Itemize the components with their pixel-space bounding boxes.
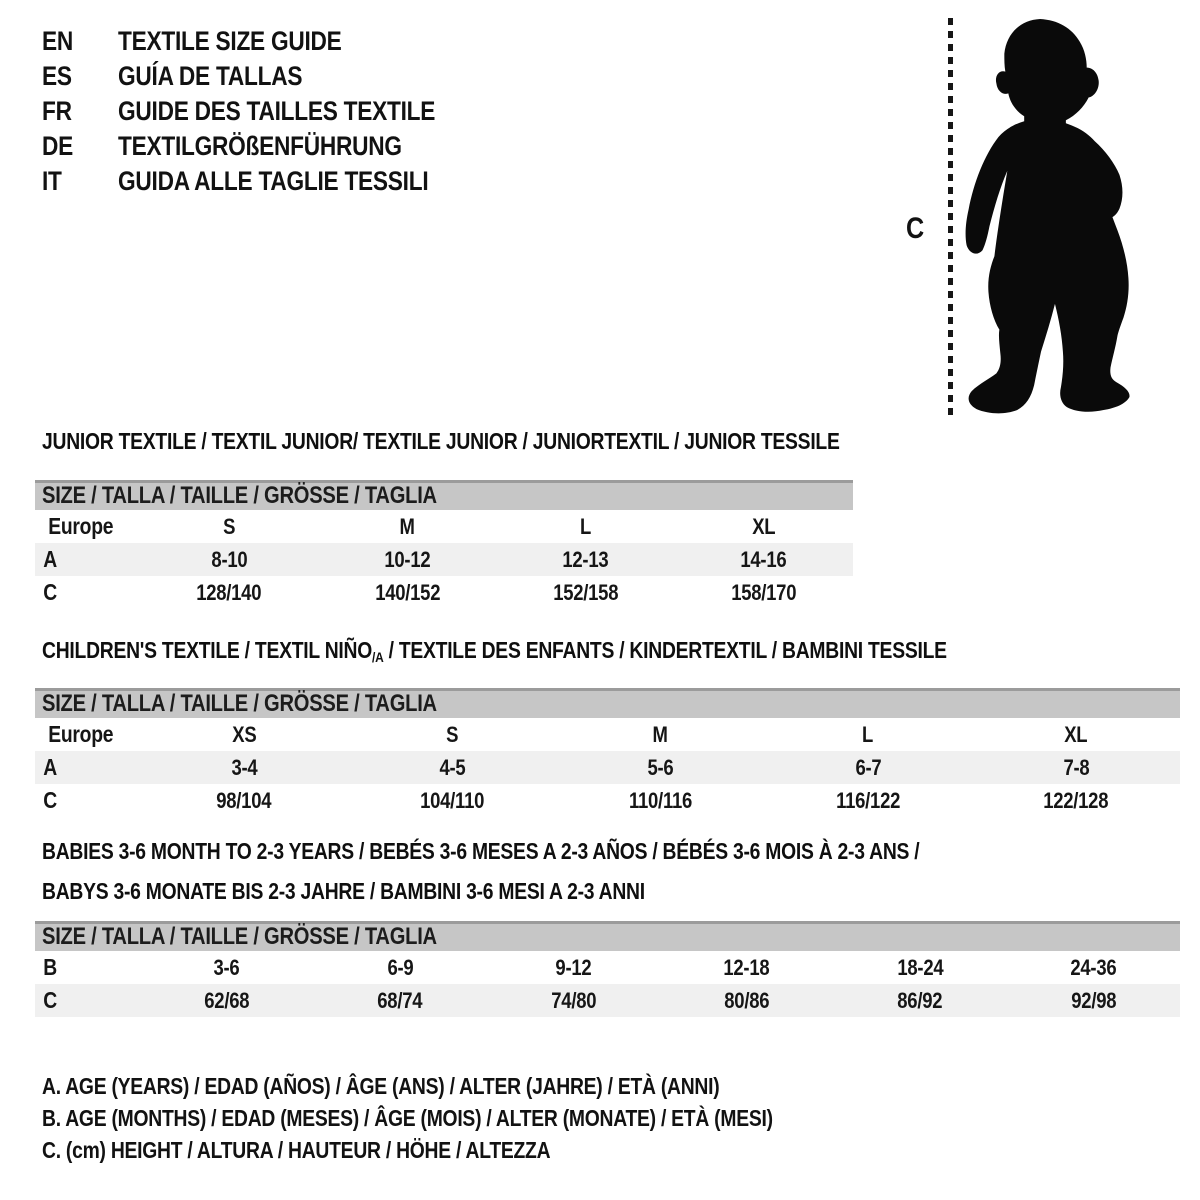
table-cell: 4-5 [439,754,465,780]
table-cell: A [43,546,58,572]
table-cell: 122/128 [1043,787,1109,813]
table-cell: Europe [48,721,114,747]
table-cell: S [445,721,459,747]
babies-size-table-section [35,921,1180,1017]
babies-size-table [35,951,1180,1017]
size-header-bar: SIZE / TALLA / TAILLE / GRÖSSE / TAGLIA [35,688,1180,718]
list-item [42,24,496,59]
language-title-list [42,24,496,199]
language-title: GUÍA DE TALLAS [118,61,303,91]
table-cell: L [580,513,592,539]
table-cell: Europe [48,513,114,539]
table-cell: M [652,721,668,747]
table-cell: 12-13 [562,546,609,572]
table-cell: 152/158 [553,579,619,605]
junior-size-table [35,510,853,609]
table-cell: C [43,579,58,605]
childrens-section-title: CHILDREN'S TEXTILE / TEXTIL $NIÑO_{/A}$ / TEXTILE DES ENFANTS / KINDERTEXTIL / BAMBINI TESSILE [42,637,947,666]
table-cell: 110/116 [628,787,692,813]
table-cell: 5-6 [647,754,673,780]
table-cell: XL [1064,721,1088,747]
table-cell: L [862,721,874,747]
table-cell: 6-7 [855,754,881,780]
table-cell: 74/80 [550,987,596,1013]
table-row [35,784,1180,817]
childrens-size-table [35,718,1180,817]
table-cell: S [223,513,236,539]
table-cell: 3-6 [213,954,240,980]
table-row [35,510,853,543]
table-cell: 18-24 [896,954,943,980]
list-item [42,129,496,164]
size-header-bar: SIZE / TALLA / TAILLE / GRÖSSE / TAGLIA [35,480,853,510]
table-row [35,951,1180,984]
table-row [35,718,1180,751]
table-cell: 3-4 [231,754,257,780]
nino-a-subscript: /A [372,649,384,666]
table-cell: 86/92 [897,987,943,1013]
table-cell: 12-18 [723,954,770,980]
childrens-size-table-section [35,688,1180,817]
toddler-silhouette-icon [953,16,1145,418]
measurement-legend [42,1070,912,1166]
table-row [35,984,1180,1017]
language-code: ES [42,61,72,91]
table-cell: 80/86 [724,987,770,1013]
table-cell: 128/140 [196,579,262,605]
babies-section-title-line1: BABIES 3-6 MONTH TO 2-3 YEARS / BEBÉS 3-6 MESES A 2-3 AÑOS / BÉBÉS 3-6 MOIS À 2-3 ANS / [42,838,920,864]
table-cell: 14-16 [740,546,787,572]
babies-section-title-line2: BABYS 3-6 MONATE BIS 2-3 JAHRE / BAMBINI 3-6 MESI A 2-3 ANNI [42,878,645,904]
table-cell: B [43,954,58,980]
language-title: GUIDE DES TAILLES TEXTILE [118,96,436,126]
table-cell: 140/152 [374,579,440,605]
table-cell: 68/74 [377,987,423,1013]
list-item [42,164,496,199]
table-cell: 9-12 [555,954,592,980]
legend-line-a: A. AGE (YEARS) / EDAD (AÑOS) / ÂGE (ANS) / ALTER (JAHRE) / ETÀ (ANNI) [42,1073,720,1099]
height-measure-label: C [906,212,924,245]
table-cell: M [399,513,415,539]
language-code: DE [42,131,74,161]
language-title: TEXTILE SIZE GUIDE [118,26,342,56]
table-cell: C [43,787,58,813]
table-row [35,543,853,576]
language-code: FR [42,96,72,126]
legend-line-b: B. AGE (MONTHS) / EDAD (MESES) / ÂGE (MOIS) / ALTER (MONATE) / ETÀ (MESI) [42,1105,773,1131]
table-cell: A [43,754,58,780]
table-cell: 98/104 [216,787,272,813]
table-cell: 24-36 [1070,954,1117,980]
language-code: EN [42,26,74,56]
language-title: GUIDA ALLE TAGLIE TESSILI [118,166,429,196]
table-cell: 8-10 [211,546,248,572]
list-item [42,59,496,94]
table-row [35,576,853,609]
table-cell: 92/98 [1070,987,1116,1013]
table-cell: 10-12 [384,546,431,572]
table-cell: 62/68 [204,987,250,1013]
table-cell: C [43,987,58,1013]
table-row [35,751,1180,784]
table-cell: XL [752,513,776,539]
table-cell: XS [231,721,257,747]
table-cell: 7-8 [1063,754,1089,780]
language-code: IT [42,166,62,196]
legend-line-c: C. (cm) HEIGHT / ALTURA / HAUTEUR / HÖHE / ALTEZZA [42,1137,551,1163]
size-header-bar: SIZE / TALLA / TAILLE / GRÖSSE / TAGLIA [35,921,1180,951]
table-cell: 116/122 [835,787,901,813]
language-title: TEXTILGRÖßENFÜHRUNG [118,131,402,161]
junior-size-table-section [35,480,853,609]
list-item [42,94,496,129]
junior-section-title: JUNIOR TEXTILE / TEXTIL JUNIOR/ TEXTILE JUNIOR / JUNIORTEXTIL / JUNIOR TESSILE [42,428,840,454]
table-cell: 6-9 [387,954,413,980]
table-cell: 104/110 [419,787,485,813]
table-cell: 158/170 [731,579,797,605]
